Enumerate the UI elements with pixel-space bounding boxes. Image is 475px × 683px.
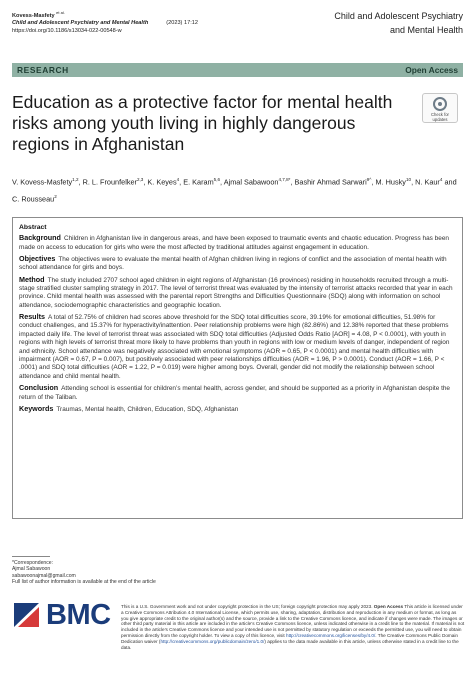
article-title: Education as a protective factor for mental health risks among youth living in highly dangerous regions in Afghanistan [12, 92, 393, 154]
author-separator: , [78, 177, 83, 187]
author-join: and [442, 177, 457, 187]
author-info-note: Full list of author information is available at the end of the article [12, 578, 156, 585]
author-affiliation: 1,2 [72, 177, 79, 182]
journal-short: Child and Adolescent Psychiatry and Mental Health [12, 20, 149, 27]
abstract-section-objectives [19, 255, 456, 273]
abstract-section-text: The objectives were to evaluate the mental health of Afghan children living in regions of conflict and the association of mental health with school attendance for girls and boys. [19, 256, 447, 272]
check-for-updates-badge[interactable] [422, 93, 458, 123]
journal-name [263, 9, 463, 37]
abstract-section-text: Children in Afghanistan live in dangerous areas, and have been exposed to traumatic events and chaotic education. Progress has been made on access to education for girls who were the most affected by traditional attitudes against engagement in education. [19, 235, 450, 251]
abstract-section-text: The study included 2707 school aged children in eight regions of Afghanistan (16 provinces) residing in households recruited through a multi-stage stratified cluster sampling strategy in 2017. The level of terrorist threat was evaluated by the intensity of terrorist attacks recorded that year in each province. Child mental health was assessed with the parental report Strengths and Difficulties Questionnaire (SDQ) along with information on school attendance, sociodemographic characteristics and geographic location. [19, 276, 453, 309]
abstract-section-text: Attending school is essential for children’s mental health, across gender, and should be supported as a priority in Afghanistan despite the return of the Taliban. [19, 385, 451, 401]
correspondence-name: Ajmal Sabawoon [12, 566, 51, 573]
correspondence-email[interactable]: sabawoonajmal@gmail.com [12, 572, 76, 579]
abstract-section-label: Keywords [19, 403, 54, 413]
author-affiliation: 2,3 [136, 177, 144, 182]
author-name: N. Kaur [415, 177, 440, 187]
journal-name-line1: Child and Adolescent Psychiatry [334, 11, 463, 21]
license-block [121, 604, 465, 650]
author-affiliation: 10 [405, 177, 412, 182]
author-separator: , [411, 177, 416, 187]
author-separator: , [143, 177, 148, 187]
author-separator: , [290, 177, 295, 187]
abstract-section-label: Results [19, 312, 45, 322]
abstract-section-label: Conclusion [19, 383, 59, 393]
abstract-section-background [19, 234, 456, 252]
doi-link[interactable]: https://doi.org/10.1186/s13034-022-00548-w [12, 28, 122, 35]
abstract-section-text: A total of 52.75% of children had scores above threshold for the SDQ total difficulties score, 39.19% for emotional difficulties, 51.98% for conduct challenges, and 15.37% for hyperactivity/inattention. Peer relationship problems were high (82.86%) and 12.38% reported that these problems impacted daily life. The level of terrorist threat was associated with SDQ total difficulties (Adjusted Odds Ratio [AOR] = 4.08, P < 0.0001), with youth in regions with high levels of terrorist threat more likely to have problems than youth in regions with low or medium levels of danger, independent of region and ethnicity. School attendance was negatively associated with emotional symptoms (AOR = 0.65, P < 0.0001) and mental health difficulties with impairment (AOR = 0.67, P = 0.007), but positively associated with peer relationships difficulties (AOR = 1.96, P > 0.0001). Conduct (AOR = 1.66, P < .0001) and SDQ total difficulties (AOR = 1.22, P = 0.019) were higher among boys. Overall, gender did not modify the relationship between school attendance and child mental health. [19, 314, 450, 380]
author-name: Bashir Ahmad Sarwari [294, 177, 367, 187]
page-ref: (2023) 17:12 [166, 20, 198, 27]
bmc-logo-text: BMC [46, 599, 111, 631]
abstract-section-label: Background [19, 233, 61, 243]
author-name: K. Keyes [147, 177, 177, 187]
abstract-section-label: Method [19, 274, 45, 284]
author-affiliation: 2 [54, 194, 57, 200]
journal-short-line [12, 20, 262, 28]
author-affiliation: 9^ [366, 177, 372, 182]
license-mid: . The Creative Commons Public Domain Dedication waiver ( [121, 632, 458, 644]
abstract-section-results [19, 313, 456, 381]
author-name: E. Karam [183, 177, 214, 187]
author-name: C. Rousseau [12, 194, 55, 204]
article-type-band [12, 63, 463, 77]
abstract-section-method [19, 276, 456, 311]
abstract-section-conclusion [19, 384, 456, 402]
journal-name-line2: and Mental Health [389, 25, 463, 35]
author-affiliation: 4,7,8* [278, 177, 291, 182]
correspondence-block [12, 556, 212, 585]
author-list [12, 172, 462, 207]
license-lead: This is a U.S. Government work and not under copyright protection in the US; foreign copyright protection may apply 2023. [121, 604, 373, 609]
bmc-logo [12, 599, 111, 636]
author-separator: , [220, 177, 224, 187]
author-name: Ajmal Sabawoon [223, 177, 279, 187]
article-type-label: RESEARCH [17, 65, 69, 75]
citation-line [12, 9, 262, 20]
abstract-section-text: Traumas, Mental health, Children, Education, SDQ, Afghanistan [56, 405, 239, 413]
author-affiliation: 5,6 [213, 177, 221, 182]
author-name: M. Husky [375, 177, 406, 187]
citation-suffix: et al. [56, 10, 65, 15]
author-name: V. Kovess-Masfety [12, 177, 73, 187]
check-updates-line1: Check for [431, 112, 449, 117]
correspondence-label: *Correspondence: [12, 560, 54, 566]
abstract-section-label: Objectives [19, 254, 56, 264]
author-separator: , [371, 177, 376, 187]
footnote-rule [12, 556, 50, 557]
bmc-logo-icon [12, 600, 42, 630]
author-affiliation: 4 [439, 177, 443, 182]
license-link-cc0[interactable]: http://creativecommons.org/publicdomain/zero/1.0/ [160, 638, 265, 644]
abstract-heading: Abstract [19, 224, 47, 231]
author-name: R. L. Frounfelker [82, 177, 137, 187]
license-oa-label: Open Access [373, 604, 404, 609]
license-body: This article is licensed under a Creative Commons Attribution 4.0 International License, which permits use, sharing, adaptation, distribution and reproduction in any medium or format, as long as you give appropriate credit to the original author(s) and the source, provide a link to the Creative Commons licence, and indicate if changes were made. The images or other third party material in this article are included in the article’s Creative Commons licence, unless indicated otherwise in a credit line to the material. If material is not included in the article’s Creative Commons licence and your intended use is not permitted by statutory regulation or exceeds the permitted use, you will need to obtain permission directly from the copyright holder. To view a copy of this licence, visit [121, 604, 465, 638]
check-updates-icon [433, 97, 447, 111]
author-separator: , [179, 177, 184, 187]
citation-author: Kovess-Masfety [12, 12, 55, 19]
abstract-section-keywords [19, 405, 456, 414]
running-header [12, 9, 262, 36]
open-access-label: Open Access [405, 65, 458, 75]
license-tail: ) applies to the data made available in this article, unless otherwise stated in a credit line to the data. [121, 638, 459, 650]
license-link-cc-by[interactable]: http://creativecommons.org/licenses/by/4.0/ [286, 632, 376, 638]
check-updates-line2: updates [432, 117, 448, 122]
author-affiliation: 4 [176, 177, 180, 182]
abstract-box [12, 217, 463, 519]
